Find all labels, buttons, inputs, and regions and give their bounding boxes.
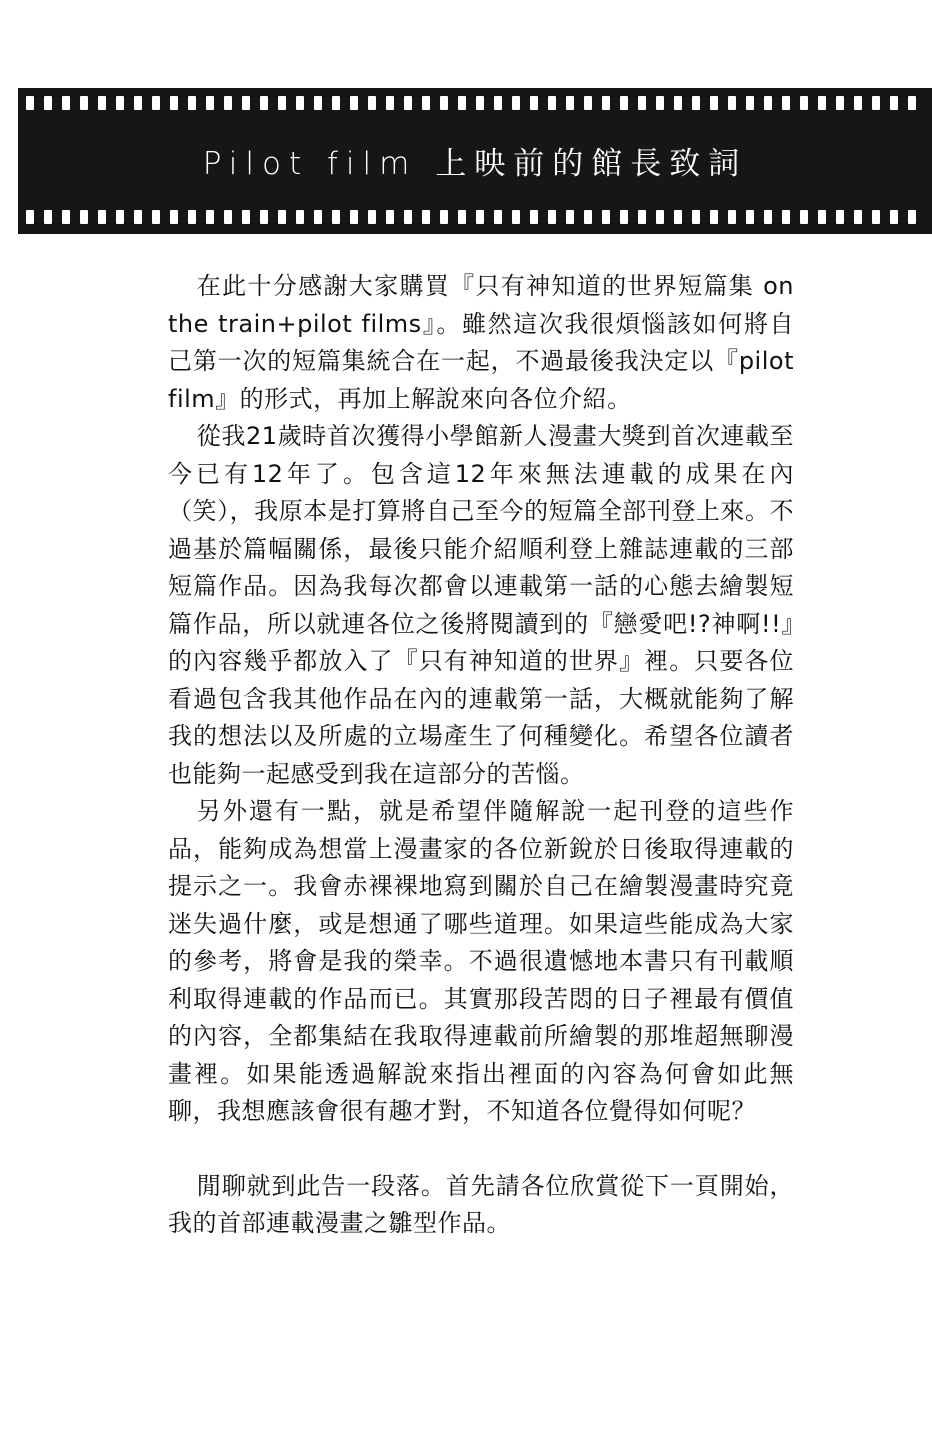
film-perforation bbox=[548, 210, 556, 224]
paragraph: 另外還有一點，就是希望伴隨解說一起刊登的這些作品，能夠成為想當上漫畫家的各位新銳於日後取得連載的提示之一。我會赤裸裸地寫到關於自己在繪製漫畫時究竟迷失過什麼，或是想通了哪些道理。如果這些能成為大家的參考，將會是我的榮幸。不過很遺憾地本書只有刊載順利取得連載的作品而已。其實那段苦悶的日子裡最有價值的內容，全都集結在我取得連載前所繪製的那堆超無聊漫畫裡。如果能透過解說來指出裡面的內容為何會如此無聊，我想應該會很有趣才對，不知道各位覺得如何呢？ bbox=[168, 797, 794, 1125]
paragraph: 從我21歲時首次獲得小學館新人漫畫大獎到首次連載至今已有12年了。包含這12年來無法連載的成果在內（笑），我原本是打算將自己至今的短篇全部刊登上來。不過基於篇幅關係，最後只能介紹順利登上雜誌連載的三部短篇作品。因為我每次都會以連載第一話的心態去繪製短篇作品，所以就連各位之後將閱讀到的『戀愛吧!?神啊!!』的內容幾乎都放入了『只有神知道的世界』裡。只要各位看過包含我其他作品在內的連載第一話，大概就能夠了解我的想法以及所處的立場產生了何種變化。希望各位讀者也能夠一起感受到我在這部分的苦惱。 bbox=[168, 422, 794, 788]
film-perforation bbox=[440, 96, 448, 110]
film-perforation bbox=[134, 210, 142, 224]
film-perforation bbox=[818, 96, 826, 110]
film-perforation bbox=[638, 96, 646, 110]
film-perforation bbox=[278, 96, 286, 110]
film-perforation bbox=[872, 96, 880, 110]
film-perforation bbox=[350, 96, 358, 110]
film-perforation bbox=[692, 210, 700, 224]
film-perforation bbox=[530, 96, 538, 110]
film-perforation bbox=[584, 96, 592, 110]
paragraph: 閒聊就到此告一段落。首先請各位欣賞從下一頁開始，我的首部連載漫畫之雛型作品。 bbox=[168, 1171, 794, 1237]
film-perforation bbox=[458, 96, 466, 110]
film-perforation bbox=[170, 96, 178, 110]
film-perforation bbox=[764, 96, 772, 110]
film-perforation bbox=[386, 96, 394, 110]
film-perforation bbox=[476, 96, 484, 110]
film-perforation bbox=[908, 210, 916, 224]
film-perforation bbox=[512, 210, 520, 224]
film-perforation bbox=[206, 96, 214, 110]
film-perforation bbox=[296, 96, 304, 110]
film-perforation bbox=[26, 96, 34, 110]
film-perforation bbox=[80, 96, 88, 110]
film-perforation bbox=[764, 210, 772, 224]
film-perforations-top bbox=[26, 96, 932, 110]
film-perforation bbox=[638, 210, 646, 224]
film-perforation bbox=[332, 96, 340, 110]
film-perforation bbox=[710, 96, 718, 110]
film-perforation bbox=[494, 210, 502, 224]
film-perforation bbox=[314, 210, 322, 224]
film-perforation bbox=[242, 96, 250, 110]
film-perforation bbox=[512, 96, 520, 110]
film-perforation bbox=[98, 210, 106, 224]
film-perforation bbox=[800, 210, 808, 224]
film-perforation bbox=[746, 96, 754, 110]
page-title: Pilot film 上映前的館長致詞 bbox=[202, 146, 748, 182]
film-perforation bbox=[278, 210, 286, 224]
film-perforation bbox=[188, 210, 196, 224]
film-strip-banner bbox=[18, 88, 932, 234]
film-perforation bbox=[656, 210, 664, 224]
film-perforation bbox=[458, 210, 466, 224]
film-perforation bbox=[584, 210, 592, 224]
film-perforation bbox=[260, 96, 268, 110]
film-perforation bbox=[296, 210, 304, 224]
paragraph: 在此十分感謝大家購買『只有神知道的世界短篇集 on the train+pilot films』。雖然這次我很煩惱該如何將自己第一次的短篇集統合在一起，不過最後我決定以『pilot film』的形式，再加上解說來向各位介紹。 bbox=[168, 272, 794, 413]
film-perforation bbox=[746, 210, 754, 224]
film-perforation bbox=[782, 96, 790, 110]
film-perforation bbox=[710, 210, 718, 224]
film-perforation bbox=[80, 210, 88, 224]
film-perforation bbox=[530, 210, 538, 224]
film-perforation bbox=[404, 96, 412, 110]
film-perforation bbox=[620, 96, 628, 110]
film-perforation bbox=[728, 96, 736, 110]
film-perforation bbox=[620, 210, 628, 224]
film-perforation bbox=[440, 210, 448, 224]
film-perforation bbox=[134, 96, 142, 110]
body-text bbox=[168, 268, 794, 1243]
film-perforation bbox=[206, 210, 214, 224]
film-perforation bbox=[854, 96, 862, 110]
film-perforation bbox=[332, 210, 340, 224]
film-perforation bbox=[656, 96, 664, 110]
film-perforation bbox=[476, 210, 484, 224]
film-perforation bbox=[368, 96, 376, 110]
film-perforation bbox=[62, 96, 70, 110]
film-perforation bbox=[260, 210, 268, 224]
film-perforation bbox=[404, 210, 412, 224]
film-perforation bbox=[692, 96, 700, 110]
film-perforation bbox=[494, 96, 502, 110]
film-perforation bbox=[350, 210, 358, 224]
film-perforation bbox=[422, 96, 430, 110]
film-perforation bbox=[566, 210, 574, 224]
film-perforation bbox=[566, 96, 574, 110]
film-perforation bbox=[368, 210, 376, 224]
film-perforation bbox=[386, 210, 394, 224]
film-perforation bbox=[854, 210, 862, 224]
film-perforation bbox=[116, 210, 124, 224]
film-perforation bbox=[98, 96, 106, 110]
film-perforation bbox=[908, 96, 916, 110]
film-perforation bbox=[116, 96, 124, 110]
film-perforation bbox=[422, 210, 430, 224]
film-perforation bbox=[314, 96, 322, 110]
film-perforation bbox=[890, 210, 898, 224]
film-perforation bbox=[674, 210, 682, 224]
film-perforation bbox=[224, 210, 232, 224]
film-perforation bbox=[728, 210, 736, 224]
film-perforation bbox=[674, 96, 682, 110]
film-perforation bbox=[602, 96, 610, 110]
film-perforation bbox=[62, 210, 70, 224]
film-perforation bbox=[26, 210, 34, 224]
film-perforation bbox=[872, 210, 880, 224]
film-perforation bbox=[44, 210, 52, 224]
film-perforation bbox=[188, 96, 196, 110]
film-perforation bbox=[818, 210, 826, 224]
film-perforation bbox=[602, 210, 610, 224]
film-perforation bbox=[890, 96, 898, 110]
film-perforation bbox=[836, 210, 844, 224]
film-perforation bbox=[548, 96, 556, 110]
film-perforation bbox=[170, 210, 178, 224]
film-perforation bbox=[782, 210, 790, 224]
film-perforation bbox=[152, 96, 160, 110]
film-perforation bbox=[224, 96, 232, 110]
film-perforation bbox=[44, 96, 52, 110]
film-perforations-bottom bbox=[26, 210, 932, 224]
film-perforation bbox=[800, 96, 808, 110]
film-perforation bbox=[242, 210, 250, 224]
film-perforation bbox=[836, 96, 844, 110]
film-perforation bbox=[152, 210, 160, 224]
